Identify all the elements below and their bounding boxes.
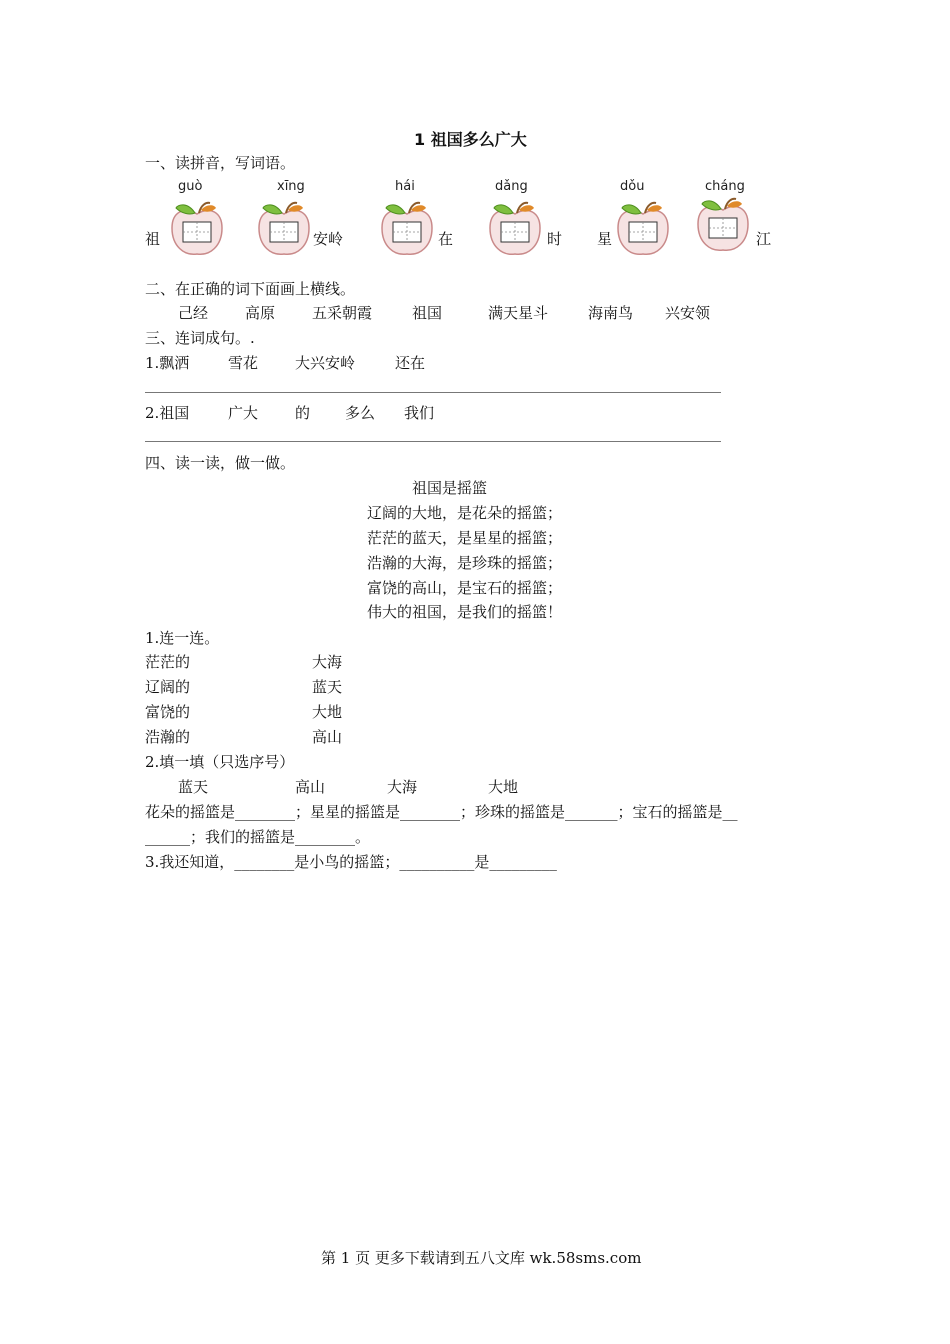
poem-line: 富饶的高山，是宝石的摇篮；	[367, 579, 563, 597]
q3-line[interactable]: 3.我还知道，________是小鸟的摇篮；__________是_________	[145, 853, 557, 871]
option: 大地	[488, 778, 519, 796]
word-3[interactable]: 五采朝霞	[312, 304, 373, 322]
poem-line: 辽阔的大地，是花朵的摇篮；	[367, 504, 563, 522]
poem-title: 祖国是摇篮	[412, 479, 488, 497]
char-2: 安岭	[313, 230, 344, 248]
pinyin-2: xīng	[277, 179, 305, 194]
fill-label: 2.填一填（只选序号）	[145, 753, 295, 771]
match-left[interactable]: 茫茫的	[145, 653, 191, 671]
poem-line: 茫茫的蓝天，是星星的摇篮；	[367, 529, 563, 547]
word-6[interactable]: 海南鸟	[588, 304, 634, 322]
char-1: 祖	[145, 230, 161, 248]
word-7[interactable]: 兴安领	[665, 304, 711, 322]
pinyin-1: guò	[178, 179, 203, 194]
pinyin-6: cháng	[705, 179, 745, 194]
char-6: 江	[756, 230, 772, 248]
section1-heading: 一、读拼音，写词语。	[145, 154, 296, 172]
option: 蓝天	[178, 778, 209, 796]
apple-writing-box-icon[interactable]	[694, 196, 752, 254]
match-right[interactable]: 大海	[312, 653, 343, 671]
pinyin-4: dǎng	[495, 179, 528, 194]
section2-heading: 二、在正确的词下面画上横线。	[145, 280, 356, 298]
match-left[interactable]: 浩瀚的	[145, 728, 191, 746]
match-left[interactable]: 富饶的	[145, 703, 191, 721]
apple-writing-box-icon[interactable]	[255, 200, 313, 258]
word-4[interactable]: 祖国	[412, 304, 443, 322]
q1-word-2: 雪花	[228, 354, 259, 372]
char-4: 时	[547, 230, 563, 248]
q1-word-1: 1.飘洒	[145, 354, 190, 372]
char-3: 在	[438, 230, 454, 248]
char-5: 星	[597, 230, 613, 248]
q1-word-4: 还在	[395, 354, 426, 372]
word-1[interactable]: 己经	[178, 304, 209, 322]
match-label: 1.连一连。	[145, 629, 220, 647]
match-right[interactable]: 蓝天	[312, 678, 343, 696]
section4-heading: 四、读一读，做一做。	[145, 454, 296, 472]
q2-word-3: 的	[295, 404, 311, 422]
pinyin-3: hái	[395, 179, 415, 194]
poem-line: 伟大的祖国，是我们的摇篮！	[367, 603, 563, 621]
option: 大海	[387, 778, 418, 796]
apple-writing-box-icon[interactable]	[614, 200, 672, 258]
word-2[interactable]: 高原	[245, 304, 276, 322]
q2-word-4: 多么	[345, 404, 376, 422]
apple-writing-box-icon[interactable]	[168, 200, 226, 258]
fill-line-1[interactable]: 花朵的摇篮是________；星星的摇篮是________；珍珠的摇篮是_______；宝石的摇篮是__	[145, 803, 738, 821]
apple-writing-box-icon[interactable]	[486, 200, 544, 258]
apple-writing-box-icon[interactable]	[378, 200, 436, 258]
match-left[interactable]: 辽阔的	[145, 678, 191, 696]
q2-word-2: 广大	[228, 404, 259, 422]
poem-line: 浩瀚的大海，是珍珠的摇篮；	[367, 554, 563, 572]
q1-word-3: 大兴安岭	[295, 354, 356, 372]
page-title: 1 祖国多么广大	[414, 130, 527, 149]
section3-heading: 三、连词成句。.	[145, 329, 255, 347]
word-5[interactable]: 满天星斗	[488, 304, 549, 322]
option: 高山	[295, 778, 326, 796]
q2-word-1: 2.祖国	[145, 404, 190, 422]
fill-line-2[interactable]: ______；我们的摇篮是________。	[145, 828, 371, 846]
answer-line-2[interactable]	[145, 441, 721, 442]
page-footer: 第 1 页 更多下载请到五八文库 wk.58sms.com	[321, 1249, 642, 1267]
match-right[interactable]: 大地	[312, 703, 343, 721]
match-right[interactable]: 高山	[312, 728, 343, 746]
pinyin-5: dǒu	[620, 179, 645, 194]
answer-line-1[interactable]	[145, 392, 721, 393]
q2-word-5: 我们	[404, 404, 435, 422]
